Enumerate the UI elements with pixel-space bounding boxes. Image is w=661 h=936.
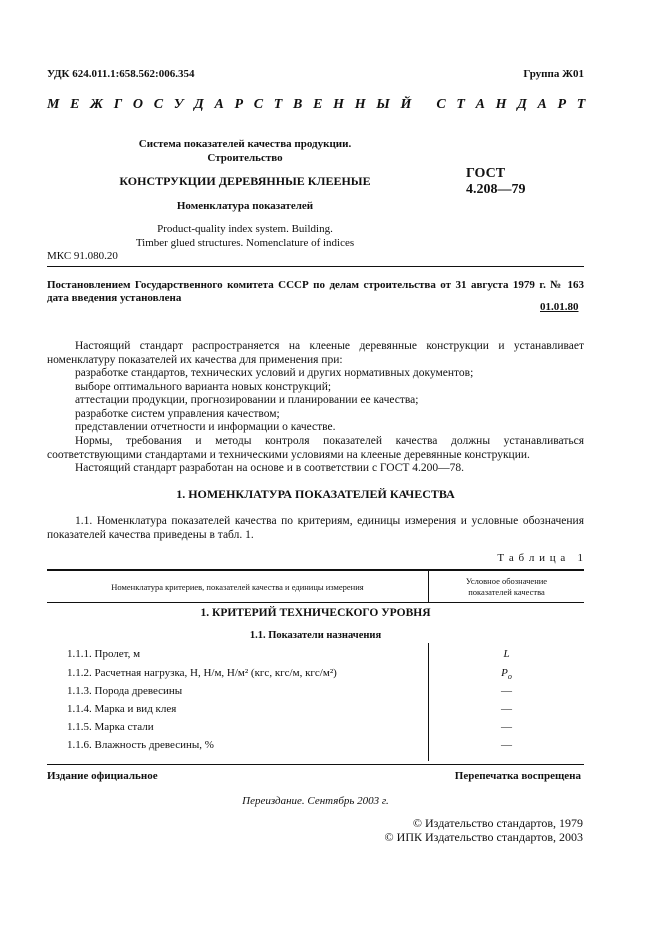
decree-text: Постановлением Государственного комитета СССР по делам строительства от 31 августа 1979 г. № 163 дата введения установлена: [47, 279, 584, 304]
system-title-line2: Строительство: [207, 152, 283, 164]
table-row-symbol: L: [503, 648, 510, 660]
list-item: разработке стандартов, технических условий и других нормативных документов;: [75, 367, 474, 379]
system-title-line1: Система показателей качества продукции.: [138, 138, 352, 150]
table-row-symbol: —: [501, 721, 512, 733]
header-bottom-rule: [47, 602, 584, 603]
col2-header: [429, 576, 584, 598]
copyright-block: [340, 816, 583, 844]
introduction-date: 01.01.80: [540, 301, 579, 313]
section-paragraph: 1.1. Номенклатура показателей качества по критериям, единицы измерения и условные обозначения показателей качества приведены в табл. 1.: [47, 515, 584, 541]
system-title: [100, 137, 390, 165]
col2-header-line2: показателей качества: [468, 587, 545, 597]
gost-designation: [466, 166, 526, 198]
group-heading: 1.1. Показатели назначения: [249, 630, 382, 641]
list-item: разработке систем управления качеством;: [75, 407, 280, 420]
table-row-label: 1.1.5. Марка стали: [67, 721, 154, 733]
table-row-symbol: —: [501, 685, 512, 697]
list-item: представлении отчетности и информации о качестве.: [75, 421, 336, 434]
scope-list: [75, 367, 584, 435]
table-row-symbol: $P_o$: [501, 667, 512, 682]
standard-banner: М Е Ж Г О С У Д А Р С Т В Е Н Н Ы Й С Т А Н Д А Р Т: [47, 97, 589, 112]
norms-paragraph: Нормы, требования и методы контроля показателей качества должны устанавливаться соответствующими стандартами и техническими условиями на клееные деревянные конструкции.: [47, 435, 584, 461]
section-heading: 1. НОМЕНКЛАТУРА ПОКАЗАТЕЛЕЙ КАЧЕСТВА: [176, 487, 455, 501]
english-title-line1: Product-quality index system. Building.: [157, 223, 333, 235]
col1-header: Номенклатура критериев, показателей качества и единицы измерения: [111, 582, 364, 592]
list-item: аттестации продукции, прогнозировании и планировании ее качества;: [75, 394, 419, 407]
udk-code: УДК 624.011.1:658.562:006.354: [47, 68, 195, 80]
list-item: выборе оптимального варианта новых конструкций;: [75, 380, 332, 393]
scope-paragraph: Настоящий стандарт распространяется на клееные деревянные конструкции и устанавливает номенклатуру показателей их качества для применения при:: [47, 340, 584, 366]
table-row-label: 1.1.4. Марка и вид клея: [67, 703, 177, 715]
reprint-notice: Перепечатка воспрещена: [454, 770, 581, 782]
english-title: [100, 222, 390, 250]
title-divider: [47, 266, 584, 267]
main-title: КОНСТРУКЦИИ ДЕРЕВЯННЫЕ КЛЕЕНЫЕ: [119, 174, 371, 188]
table-top-rule: [47, 569, 584, 571]
table-caption: Т а б л и ц а 1: [497, 552, 584, 564]
english-title-line2: Timber glued structures. Nomenclature of indices: [135, 237, 355, 249]
official-edition: Издание официальное: [47, 770, 158, 782]
reedition-note: Переиздание. Сентябрь 2003 г.: [242, 795, 389, 807]
copyright-1979: © Издательство стандартов, 1979: [412, 816, 583, 830]
criterion-heading: 1. КРИТЕРИЙ ТЕХНИЧЕСКОГО УРОВНЯ: [200, 607, 431, 619]
table-row-label: 1.1.1. Пролет, м: [67, 648, 141, 660]
gost-number: 4.208—79: [466, 182, 526, 197]
gost-label: ГОСТ: [466, 166, 506, 181]
col2-header-line1: Условное обозначение: [465, 576, 548, 586]
table-bottom-rule: [47, 764, 584, 765]
subtitle: Номенклатура показателей: [176, 200, 314, 212]
copyright-2003: © ИПК Издательство стандартов, 2003: [384, 830, 583, 844]
table-row-symbol: —: [501, 739, 512, 751]
table-row-label: 1.1.3. Порода древесины: [67, 685, 183, 697]
body-column-rule: [428, 643, 429, 761]
basis-paragraph: Настоящий стандарт разработан на основе и в соответствии с ГОСТ 4.200—78.: [75, 462, 465, 474]
group-code: Группа Ж01: [523, 68, 584, 80]
table-row-label: 1.1.6. Влажность древесины, %: [67, 739, 214, 751]
table-row-symbol: —: [501, 703, 512, 715]
mks-code: МКС 91.080.20: [47, 250, 118, 262]
table-row-label: 1.1.2. Расчетная нагрузка, Н, Н/м, Н/м² (кгс, кгс/м, кгс/м²): [67, 667, 337, 679]
